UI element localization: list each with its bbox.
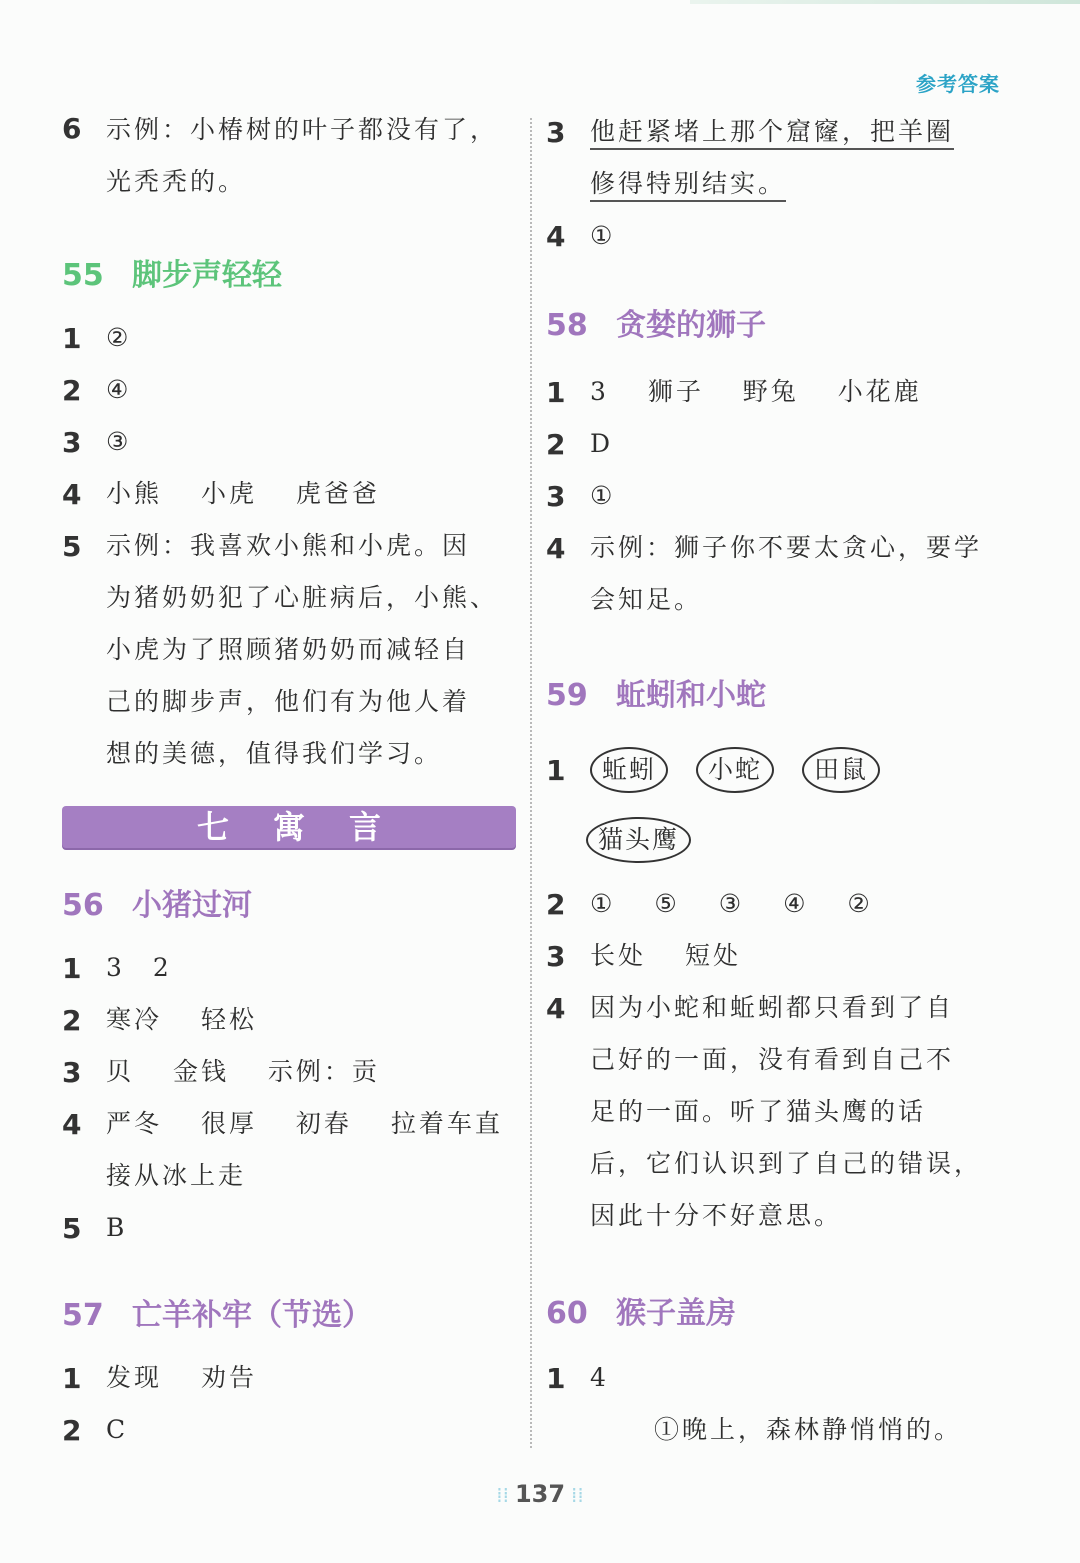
- underlined-sentence: 修得特别结实。: [590, 169, 786, 202]
- question-number: 2: [62, 1414, 82, 1447]
- answer-line: 光秃秃的。: [106, 167, 247, 196]
- section-name: 小猪过河: [132, 888, 252, 923]
- circled-answer: 猫头鹰: [586, 817, 691, 863]
- section-name: 蚯蚓和小蛇: [616, 678, 766, 713]
- answer-line: 小熊 小虎 虎爸爸: [106, 479, 380, 508]
- top-decor-stripe: [690, 0, 1080, 4]
- question-number: 3: [546, 480, 566, 513]
- answer-line: 发现 劝告: [106, 1363, 257, 1392]
- question-number: 5: [62, 1212, 82, 1245]
- section-title-57: [62, 1290, 372, 1334]
- question-number: 2: [62, 1004, 82, 1037]
- section-title-55: [62, 250, 282, 294]
- question-number: 2: [62, 374, 82, 407]
- answer-line: 后，它们认识到了自己的错误，: [590, 1149, 983, 1178]
- question-number: 2: [546, 888, 566, 921]
- answer-line: 因此十分不好意思。: [590, 1201, 843, 1230]
- section-number: 58: [546, 308, 588, 343]
- question-number: 4: [546, 532, 566, 565]
- answer-line: ①: [590, 481, 616, 510]
- section-number: 59: [546, 678, 588, 713]
- answer-line: 严冬 很厚 初春 拉着车直: [106, 1109, 503, 1138]
- oval-answer-row: [590, 746, 908, 794]
- question-number: 1: [62, 322, 82, 355]
- answer-line: 为猪奶奶犯了心脏病后，小熊、: [106, 583, 499, 612]
- answer-line: ①: [590, 221, 616, 250]
- question-number: 1: [546, 376, 566, 409]
- answer-line: 3 2: [106, 953, 172, 982]
- underlined-sentence: 他赶紧堵上那个窟窿，把羊圈: [590, 117, 954, 150]
- section-title-56: [62, 880, 252, 924]
- section-name: 脚步声轻轻: [132, 258, 282, 293]
- answer-line: [590, 106, 954, 158]
- question-number: 4: [546, 992, 566, 1025]
- answer-line: 小虎为了照顾猪奶奶而减轻自: [106, 635, 471, 664]
- answer-key-label: 参考答案: [916, 72, 1000, 96]
- question-number: 6: [62, 112, 82, 145]
- question-number: 2: [546, 428, 566, 461]
- answer-line: 长处 短处: [590, 941, 741, 970]
- answer-line: 贝 金钱 示例：贡: [106, 1057, 380, 1086]
- section-name: 贪婪的狮子: [616, 308, 766, 343]
- answer-line: 寒冷 轻松: [106, 1005, 257, 1034]
- question-number: 3: [62, 426, 82, 459]
- unit-banner: 七寓言: [62, 806, 516, 848]
- section-number: 60: [546, 1296, 588, 1331]
- question-number: 3: [546, 116, 566, 149]
- question-number: 4: [62, 1108, 82, 1141]
- page-number-value: 137: [514, 1480, 566, 1508]
- answer-line: [590, 158, 786, 210]
- column-divider: [530, 118, 532, 1448]
- section-title-59: [546, 670, 766, 714]
- answer-line: ②: [106, 323, 132, 352]
- answer-line: B: [106, 1213, 128, 1242]
- question-number: 1: [546, 754, 566, 787]
- circled-answer: 蚯蚓: [590, 747, 668, 793]
- section-number: 56: [62, 888, 104, 923]
- section-title-58: [546, 300, 766, 344]
- section-number: 57: [62, 1298, 104, 1333]
- answer-line: ③: [106, 427, 132, 456]
- question-number: 3: [62, 1056, 82, 1089]
- question-number: 1: [62, 952, 82, 985]
- question-number: 4: [62, 478, 82, 511]
- answer-line: 想的美德，值得我们学习。: [106, 739, 443, 768]
- question-number: 3: [546, 940, 566, 973]
- answer-line: 己好的一面，没有看到自己不: [590, 1045, 955, 1074]
- answer-line: ①晚上，森林静悄悄的。: [654, 1415, 963, 1444]
- question-number: 1: [62, 1362, 82, 1395]
- answer-line: 会知足。: [590, 585, 703, 614]
- section-name: 猴子盖房: [616, 1296, 736, 1331]
- answer-line: 足的一面。听了猫头鹰的话: [590, 1097, 927, 1126]
- question-number: 4: [546, 220, 566, 253]
- page-number-decoration: ⁞⁞: [571, 1483, 584, 1507]
- answer-line: 示例：我喜欢小熊和小虎。因: [106, 531, 471, 560]
- answer-line: 3 狮子 野兔 小花鹿: [590, 377, 922, 406]
- oval-answer-row: [586, 816, 719, 864]
- answer-line: 因为小蛇和蚯蚓都只看到了自: [590, 993, 955, 1022]
- answer-line: ④: [106, 375, 132, 404]
- circled-answer: 田鼠: [802, 747, 880, 793]
- section-number: 55: [62, 258, 104, 293]
- circled-answer: 小蛇: [696, 747, 774, 793]
- section-title-60: [546, 1288, 736, 1332]
- question-number: 5: [62, 530, 82, 563]
- page-number-decoration: ⁞⁞: [496, 1483, 509, 1507]
- section-name: 亡羊补牢（节选）: [132, 1298, 372, 1333]
- answer-line: 示例：狮子你不要太贪心，要学: [590, 533, 983, 562]
- answer-line: 示例：小椿树的叶子都没有了，: [106, 115, 499, 144]
- answer-line: 接从冰上走: [106, 1161, 247, 1190]
- answer-line: 己的脚步声，他们有为他人着: [106, 687, 471, 716]
- question-number: 1: [546, 1362, 566, 1395]
- answer-line: C: [106, 1415, 129, 1444]
- answer-line: 4: [590, 1363, 609, 1392]
- answer-line: ① ⑤ ③ ④ ②: [590, 889, 873, 918]
- page-number: [0, 1480, 1080, 1508]
- answer-line: D: [590, 429, 614, 458]
